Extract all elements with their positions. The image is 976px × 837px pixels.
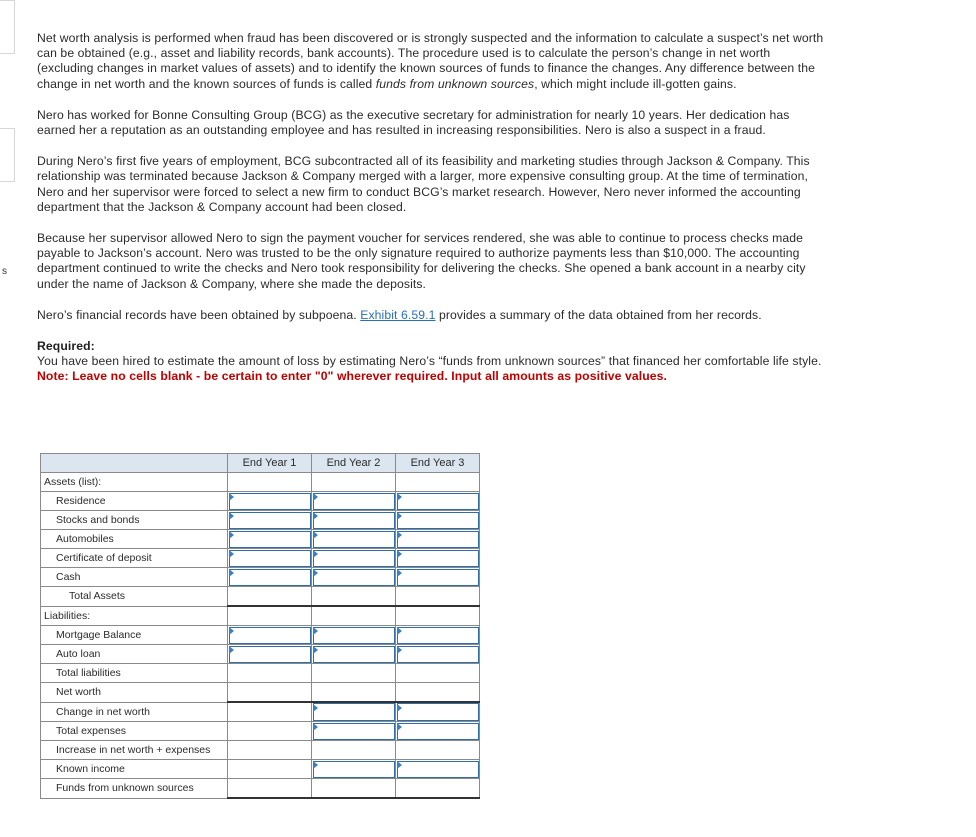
row-label: Total expenses (56, 725, 127, 737)
amount-cell (396, 606, 480, 626)
amount-input-cell[interactable] (312, 568, 396, 587)
amount-input-cell[interactable] (396, 722, 480, 741)
amount-cell (312, 664, 396, 683)
amount-cell (396, 741, 480, 760)
side-marker: s (2, 266, 7, 277)
amount-input-cell[interactable] (228, 549, 312, 568)
required-note: Note: Leave no cells blank - be certain to enter "0" wherever required. Input all amounts as positive values. (37, 369, 667, 384)
col-header: End Year 1 (228, 454, 312, 473)
row-label: Stocks and bonds (56, 514, 140, 526)
required-section (37, 339, 827, 385)
amount-cell (396, 587, 480, 607)
amount-cell (228, 587, 312, 607)
table-row (41, 549, 480, 568)
amount-input-cell[interactable] (396, 760, 480, 779)
table-row (41, 741, 480, 760)
amount-cell (228, 760, 312, 779)
amount-input-cell[interactable] (312, 511, 396, 530)
amount-cell (396, 664, 480, 683)
amount-input-cell[interactable] (396, 511, 480, 530)
worksheet-table (40, 453, 480, 799)
amount-input-cell[interactable] (396, 626, 480, 645)
amount-input-cell[interactable] (312, 492, 396, 511)
amount-input-cell[interactable] (312, 549, 396, 568)
amount-cell (396, 683, 480, 703)
col-header: End Year 3 (396, 454, 480, 473)
row-label-cell (41, 587, 228, 607)
table-row (41, 722, 480, 741)
col-header: End Year 2 (312, 454, 396, 473)
amount-input-cell[interactable] (312, 722, 396, 741)
amount-cell (228, 722, 312, 741)
records-paragraph (37, 308, 827, 323)
amount-cell (228, 779, 312, 799)
records-text-end: provides a summary of the data obtained from her records. (435, 307, 762, 322)
table-row (41, 760, 480, 779)
history-paragraph: During Nero’s first five years of employment, BCG subcontracted all of its feasibility and marketing studies through Jackson & Company. This relationship was terminated because Jackson & Company merged with a larger, more expensive consulting group. At the time of termination, Nero and her supervisor were forced to select a new firm to conduct BCG’s market research. However, Nero never informed the accounting department that the Jackson & Company account had been closed. (37, 154, 810, 214)
row-label-cell (41, 741, 228, 760)
row-label: Auto loan (56, 648, 101, 660)
header-row (41, 454, 480, 473)
amount-cell (312, 606, 396, 626)
row-label-cell (41, 664, 228, 683)
row-label-cell (41, 492, 228, 511)
row-label: Assets (list): (44, 476, 102, 488)
table-row (41, 530, 480, 549)
row-label: Cash (56, 571, 81, 583)
amount-input-cell[interactable] (228, 568, 312, 587)
amount-input-cell[interactable] (228, 626, 312, 645)
required-text: You have been hired to estimate the amount of loss by estimating Nero’s “funds from unknown sources” that financed her comfortable life style. (37, 354, 822, 369)
row-label-cell (41, 683, 228, 703)
amount-cell (312, 587, 396, 607)
amount-cell (228, 473, 312, 492)
row-label: Known income (56, 763, 125, 775)
left-panel-edge-2 (0, 128, 15, 182)
amount-input-cell[interactable] (312, 645, 396, 664)
amount-cell (228, 664, 312, 683)
row-label: Certificate of deposit (56, 552, 152, 564)
row-label: Change in net worth (56, 705, 150, 718)
row-label: Liabilities: (44, 609, 91, 622)
amount-input-cell[interactable] (396, 645, 480, 664)
amount-cell (396, 779, 480, 799)
amount-input-cell[interactable] (396, 568, 480, 587)
amount-cell (396, 473, 480, 492)
row-label-cell (41, 549, 228, 568)
amount-input-cell[interactable] (228, 645, 312, 664)
left-panel-edge (0, 0, 15, 54)
row-label: Mortgage Balance (56, 629, 142, 641)
amount-cell (228, 702, 312, 722)
amount-cell (228, 606, 312, 626)
amount-cell (312, 779, 396, 799)
question-text (37, 31, 827, 401)
exhibit-link[interactable]: Exhibit 6.59.1 (360, 307, 436, 322)
amount-input-cell[interactable] (396, 702, 480, 722)
row-label: Total liabilities (56, 667, 121, 679)
row-label-cell (41, 626, 228, 645)
row-label-cell (41, 760, 228, 779)
row-label-cell (41, 645, 228, 664)
intro-paragraph (37, 31, 827, 92)
row-label-cell (41, 473, 228, 492)
table-row (41, 664, 480, 683)
row-label: Increase in net worth + expenses (56, 744, 211, 756)
amount-input-cell[interactable] (228, 492, 312, 511)
amount-cell (312, 741, 396, 760)
amount-input-cell[interactable] (228, 530, 312, 549)
funds-term: funds from unknown sources (375, 76, 535, 91)
intro-text-end: , which might include ill-gotten gains. (534, 76, 737, 91)
required-heading: Required: (37, 339, 95, 354)
amount-input-cell[interactable] (396, 549, 480, 568)
amount-cell (312, 683, 396, 703)
table-row (41, 587, 480, 607)
row-label: Funds from unknown sources (56, 782, 194, 795)
row-label-cell (41, 606, 228, 626)
row-label-cell (41, 722, 228, 741)
table-row (41, 779, 480, 799)
table-row (41, 568, 480, 587)
table-row (41, 702, 480, 722)
amount-input-cell[interactable] (312, 530, 396, 549)
row-label: Total Assets (69, 590, 126, 603)
row-label-cell (41, 702, 228, 722)
background-paragraph: Nero has worked for Bonne Consulting Group (BCG) as the executive secretary for administration for nearly 10 years. Her dedication has earned her a reputation as an outstanding employee and has resulted in increasing responsibilities. Nero is also a suspect in a fraud. (37, 107, 790, 138)
table-row (41, 683, 480, 703)
intro-text: Net worth analysis is performed when fraud has been discovered or is strongly suspected and the information to calculate a suspect’s net worth can be obtained (e.g., asset and liability records, bank accounts). The procedure used is to calculate the person’s change in net worth (excluding changes in market values of assets) and to identify the known sources of funds to finance the changes. Any difference between the change in net worth and the known sources of funds is called (37, 31, 824, 91)
scheme-paragraph: Because her supervisor allowed Nero to sign the payment voucher for services rendered, she was able to continue to process checks made payable to Jackson’s account. Nero was trusted to be the only signature required to authorize payments less than $10,000. The accounting department continued to write the checks and Nero took responsibility for delivering the checks. She opened a bank account in a nearby city under the name of Jackson & Company, where she made the deposits. (37, 231, 806, 291)
row-label: Net worth (56, 686, 101, 699)
table-row (41, 492, 480, 511)
records-text: Nero’s financial records have been obtained by subpoena. (37, 307, 361, 322)
amount-cell (312, 473, 396, 492)
amount-cell (228, 683, 312, 703)
table-row (41, 626, 480, 645)
row-label-cell (41, 530, 228, 549)
table-row (41, 606, 480, 626)
amount-input-cell[interactable] (312, 760, 396, 779)
table-row (41, 645, 480, 664)
amount-input-cell[interactable] (312, 626, 396, 645)
header-blank (41, 454, 228, 473)
amount-input-cell[interactable] (396, 530, 480, 549)
row-label: Automobiles (56, 533, 114, 545)
row-label-cell (41, 568, 228, 587)
table-row (41, 473, 480, 492)
amount-input-cell[interactable] (396, 492, 480, 511)
amount-input-cell[interactable] (312, 702, 396, 722)
amount-cell (228, 741, 312, 760)
row-label-cell (41, 779, 228, 799)
row-label-cell (41, 511, 228, 530)
row-label: Residence (56, 495, 106, 507)
table-row (41, 511, 480, 530)
amount-input-cell[interactable] (228, 511, 312, 530)
